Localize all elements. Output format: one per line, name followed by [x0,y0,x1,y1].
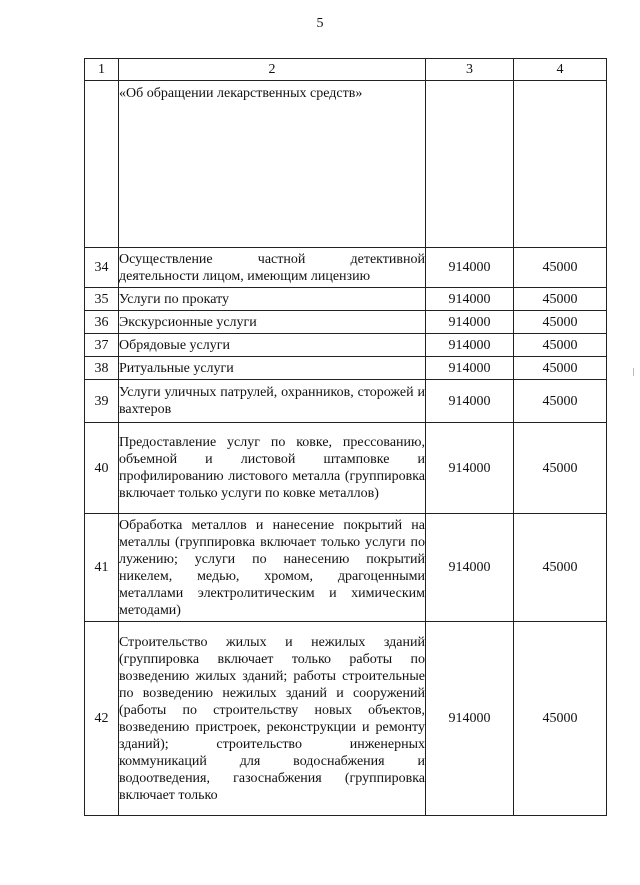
table-row [85,311,607,334]
row-number: 34 [85,248,119,288]
row-value-col4: 45000 [514,380,607,423]
row-description: «Об обращении лекарственных средств» [119,81,426,248]
row-value-col4: 45000 [514,288,607,311]
row-description: Обработка металлов и нанесение покрытий на металлы (группировка включает только услуги по лужению; услуги по нанесению покрытий никелем, медью, хромом, драгоценными металлами электролитическим и химическим методами) [119,514,426,622]
row-number: 42 [85,622,119,816]
row-number: 40 [85,423,119,514]
table-row [85,622,607,816]
table-row [85,248,607,288]
row-value-col4: 45000 [514,514,607,622]
row-number: 37 [85,334,119,357]
row-value-col4: 45000 [514,311,607,334]
row-description: Услуги уличных патрулей, охранников, сторожей и вахтеров [119,380,426,423]
row-value-col3: 914000 [426,514,514,622]
table-row [85,288,607,311]
row-value-col4: 45000 [514,622,607,816]
page-number: 5 [316,16,324,31]
row-description: Услуги по прокату [119,288,426,311]
row-value-col3: 914000 [426,380,514,423]
row-number: 38 [85,357,119,380]
row-value-col4: 45000 [514,423,607,514]
row-value-col4: 45000 [514,248,607,288]
scan-edge-mark [629,368,634,376]
column-header: 2 [119,59,426,81]
row-description: Ритуальные услуги [119,357,426,380]
row-value-col3: 914000 [426,357,514,380]
row-value-col3 [426,81,514,248]
row-number: 36 [85,311,119,334]
row-number: 39 [85,380,119,423]
column-header: 3 [426,59,514,81]
table-row [85,423,607,514]
row-description: Осуществление частной детективной деятельности лицом, имеющим лицензию [119,248,426,288]
row-description: Обрядовые услуги [119,334,426,357]
row-description: Предоставление услуг по ковке, прессованию, объемной и листовой штамповке и профилированию листового металла (группировка включает только услуги по ковке металлов) [119,423,426,514]
table-row [85,81,607,248]
row-value-col3: 914000 [426,622,514,816]
row-value-col3: 914000 [426,311,514,334]
table-row [85,357,607,380]
table-header-row [85,59,607,81]
row-number: 35 [85,288,119,311]
row-value-col3: 914000 [426,248,514,288]
table-row [85,514,607,622]
row-number: 41 [85,514,119,622]
row-value-col4: 45000 [514,357,607,380]
services-table [84,58,607,816]
row-value-col3: 914000 [426,288,514,311]
row-value-col4: 45000 [514,334,607,357]
row-number [85,81,119,248]
row-value-col3: 914000 [426,334,514,357]
table-row [85,334,607,357]
column-header: 4 [514,59,607,81]
row-value-col4 [514,81,607,248]
row-value-col3: 914000 [426,423,514,514]
row-description: Строительство жилых и нежилых зданий (группировка включает только работы по возведению жилых зданий; работы строительные по возведению нежилых зданий и сооружений (работы по строительству новых объектов, возведению пристроек, реконструкции и ремонту зданий); строительство инженерных коммуникаций для водоснабжения и водоотведения, газоснабжения (группировка включает только [119,622,426,816]
row-description: Экскурсионные услуги [119,311,426,334]
column-header: 1 [85,59,119,81]
table-row [85,380,607,423]
